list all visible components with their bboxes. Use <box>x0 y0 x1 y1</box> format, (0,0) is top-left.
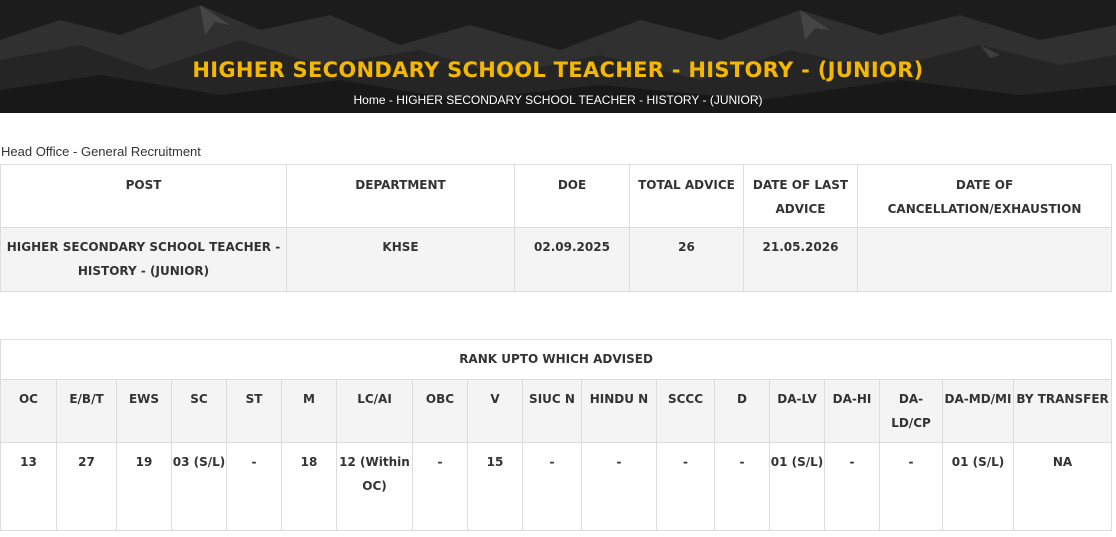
header-date-of-cancellation: DATE OF CANCELLATION/EXHAUSTION <box>858 165 1112 228</box>
header-siucn: SIUC N <box>523 380 582 443</box>
cell-hindun: - <box>582 443 657 531</box>
cell-date-of-cancellation <box>858 228 1112 292</box>
rank-advised-table <box>0 339 1112 531</box>
cell-by-transfer: NA <box>1014 443 1112 531</box>
cell-sccc: - <box>657 443 715 531</box>
header-da-md-mi: DA-MD/MI <box>943 380 1014 443</box>
cell-total-advice: 26 <box>630 228 744 292</box>
cell-oc: 13 <box>1 443 57 531</box>
header-oc: OC <box>1 380 57 443</box>
page-title: HIGHER SECONDARY SCHOOL TEACHER - HISTORY - (JUNIOR) <box>192 58 924 82</box>
header-d: D <box>715 380 770 443</box>
rank-table-caption: RANK UPTO WHICH ADVISED <box>1 340 1112 380</box>
header-obc: OBC <box>413 380 468 443</box>
breadcrumb-separator: - <box>385 93 397 107</box>
post-table-header-row <box>1 165 1112 228</box>
cell-obc: - <box>413 443 468 531</box>
header-da-hi: DA-HI <box>825 380 880 443</box>
cell-post: HIGHER SECONDARY SCHOOL TEACHER - HISTORY - (JUNIOR) <box>1 228 287 292</box>
cell-d: - <box>715 443 770 531</box>
cell-m: 18 <box>282 443 337 531</box>
post-details-table <box>0 164 1112 292</box>
cell-da-lv: 01 (S/L) <box>770 443 825 531</box>
header-lc-ai: LC/AI <box>337 380 413 443</box>
cell-department: KHSE <box>287 228 515 292</box>
cell-da-ld-cp: - <box>880 443 943 531</box>
header-da-lv: DA-LV <box>770 380 825 443</box>
header-post: POST <box>1 165 287 228</box>
header-date-of-last-advice: DATE OF LAST ADVICE <box>744 165 858 228</box>
page-banner <box>0 0 1116 113</box>
header-ews: EWS <box>117 380 172 443</box>
header-sc: SC <box>172 380 227 443</box>
cell-date-of-last-advice: 21.05.2026 <box>744 228 858 292</box>
cell-siucn: - <box>523 443 582 531</box>
header-by-transfer: BY TRANSFER <box>1014 380 1112 443</box>
table-row <box>1 443 1112 531</box>
header-v: V <box>468 380 523 443</box>
rank-table-caption-row <box>1 340 1112 380</box>
cell-da-hi: - <box>825 443 880 531</box>
table-row <box>1 228 1112 292</box>
cell-da-md-mi: 01 (S/L) <box>943 443 1014 531</box>
cell-ebt: 27 <box>57 443 117 531</box>
header-st: ST <box>227 380 282 443</box>
header-total-advice: TOTAL ADVICE <box>630 165 744 228</box>
header-department: DEPARTMENT <box>287 165 515 228</box>
cell-ews: 19 <box>117 443 172 531</box>
breadcrumb-current: HIGHER SECONDARY SCHOOL TEACHER - HISTORY - (JUNIOR) <box>396 93 763 107</box>
breadcrumb-home-link[interactable]: Home <box>353 93 386 107</box>
header-hindun: HINDU N <box>582 380 657 443</box>
cell-lc-ai: 12 (Within OC) <box>337 443 413 531</box>
cell-v: 15 <box>468 443 523 531</box>
breadcrumb <box>0 93 1116 107</box>
header-ebt: E/B/T <box>57 380 117 443</box>
cell-doe: 02.09.2025 <box>515 228 630 292</box>
rank-table-header-row <box>1 380 1112 443</box>
cell-st: - <box>227 443 282 531</box>
header-da-ld-cp: DA-LD/CP <box>880 380 943 443</box>
header-doe: DOE <box>515 165 630 228</box>
header-m: M <box>282 380 337 443</box>
cell-sc: 03 (S/L) <box>172 443 227 531</box>
office-label: Head Office - General Recruitment <box>1 144 201 159</box>
header-sccc: SCCC <box>657 380 715 443</box>
